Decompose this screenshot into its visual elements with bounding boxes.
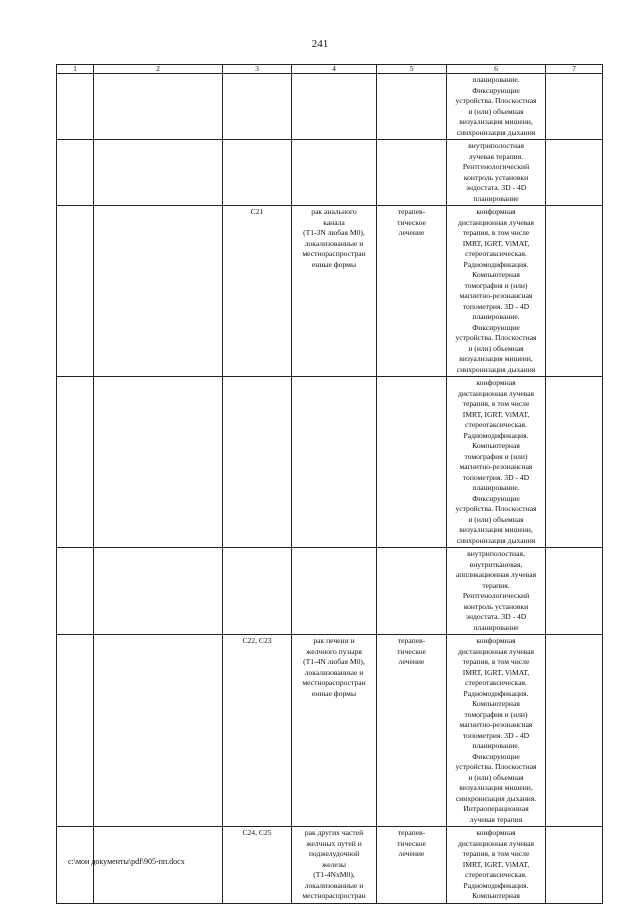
cell-col1: [57, 74, 94, 140]
cell-code: C24, C25: [223, 827, 292, 904]
cell-method: конформная дистанционная лучевая терапия, в том числе IMRT, IGRT, ViMAT, стереотаксическая. Радиомодификация. Компьютерная томография и (или) магнитно-резонансная топометрия. 3D - 4D планирование. Фиксирующие устройства. Плоскостная и (или) объемная визуализация мишени, синхронизация дыхания: [447, 377, 546, 548]
cell-treatment-type: [377, 140, 447, 206]
cell-col1: [57, 635, 94, 827]
cell-treatment-type: терапев- тическое лечение: [377, 827, 447, 904]
header-cell: 4: [292, 65, 377, 74]
cell-code: [223, 377, 292, 548]
cell-col2: [94, 74, 223, 140]
cell-code: [223, 548, 292, 635]
table-row: [57, 206, 603, 377]
cell-diagnosis: [292, 377, 377, 548]
cell-col1: [57, 140, 94, 206]
cell-col2: [94, 206, 223, 377]
table-body: [57, 65, 603, 904]
cell-col7: [546, 635, 603, 827]
cell-diagnosis: рак печени и желчного пузыря (T1-4N любая M0), локализованные и местнораспростран енные формы: [292, 635, 377, 827]
page-number: 241: [311, 38, 329, 50]
table-row: [57, 140, 603, 206]
cell-treatment-type: терапев- тическое лечение: [377, 206, 447, 377]
cell-method: внутриполостная, внутритканевая, аппликационная лучевая терапия. Рентгенологический контроль установки эндостата. 3D - 4D планирование: [447, 548, 546, 635]
cell-treatment-type: [377, 377, 447, 548]
cell-diagnosis: [292, 74, 377, 140]
header-cell: 2: [94, 65, 223, 74]
cell-method: конформная дистанционная лучевая терапия, в том числе IMRT, IGRT, ViMAT, стереотаксическая. Радиомодификация. Компьютерная томография и (или) магнитно-резонансная топометрия. 3D - 4D планирование. Фиксирующие устройства. Плоскостная и (или) объемная визуализация мишени, синхронизация дыхания. Интраоперационная лучевая терапия: [447, 635, 546, 827]
footer-file-path: c:\мои документы\pdf\905-пп.docx: [68, 857, 185, 866]
cell-col1: [57, 206, 94, 377]
document-table: [56, 64, 603, 904]
cell-code: C22, C23: [223, 635, 292, 827]
cell-col1: [57, 377, 94, 548]
cell-col2: [94, 635, 223, 827]
header-cell: 3: [223, 65, 292, 74]
cell-method: конформная дистанционная лучевая терапия, в том числе IMRT, IGRT, ViMAT, стереотаксическая. Радиомодификация. Компьютерная томография и (или) магнитно-резонансная топометрия. 3D - 4D планирование. Фиксирующие устройства. Плоскостная и (или) объемная визуализация мишени, синхронизация дыхания: [447, 206, 546, 377]
cell-code: C21: [223, 206, 292, 377]
header-cell: 6: [447, 65, 546, 74]
cell-treatment-type: [377, 74, 447, 140]
table-row: [57, 635, 603, 827]
cell-col2: [94, 377, 223, 548]
cell-code: [223, 74, 292, 140]
table-row: [57, 74, 603, 140]
cell-method: конформная дистанционная лучевая терапия, в том числе IMRT, IGRT, ViMAT, стереотаксическая. Радиомодификация. Компьютерная: [447, 827, 546, 904]
cell-code: [223, 140, 292, 206]
header-cell: 1: [57, 65, 94, 74]
cell-col2: [94, 548, 223, 635]
table-row: [57, 377, 603, 548]
cell-diagnosis: [292, 548, 377, 635]
cell-method: внутриполостная лучевая терапия. Рентгенологический контроль установки эндостата. 3D - 4D планирование: [447, 140, 546, 206]
cell-col7: [546, 377, 603, 548]
cell-diagnosis: рак анального канала (T1-3N любая M0), локализованные и местнораспростран енные формы: [292, 206, 377, 377]
cell-col7: [546, 827, 603, 904]
header-cell: 5: [377, 65, 447, 74]
cell-diagnosis: рак других частей желчных путей и поджелудочной железы (T1-4NxM0), локализованные и местнораспростран: [292, 827, 377, 904]
cell-treatment-type: терапев- тическое лечение: [377, 635, 447, 827]
cell-treatment-type: [377, 548, 447, 635]
cell-col1: [57, 548, 94, 635]
cell-col7: [546, 206, 603, 377]
cell-diagnosis: [292, 140, 377, 206]
cell-col7: [546, 140, 603, 206]
table-row: [57, 548, 603, 635]
cell-col7: [546, 548, 603, 635]
cell-col2: [94, 140, 223, 206]
cell-col7: [546, 74, 603, 140]
header-cell: 7: [546, 65, 603, 74]
cell-method: планирование. Фиксирующие устройства. Плоскостная и (или) объемная визуализация мишени, синхронизация дыхания: [447, 74, 546, 140]
table-header-row: [57, 65, 603, 74]
